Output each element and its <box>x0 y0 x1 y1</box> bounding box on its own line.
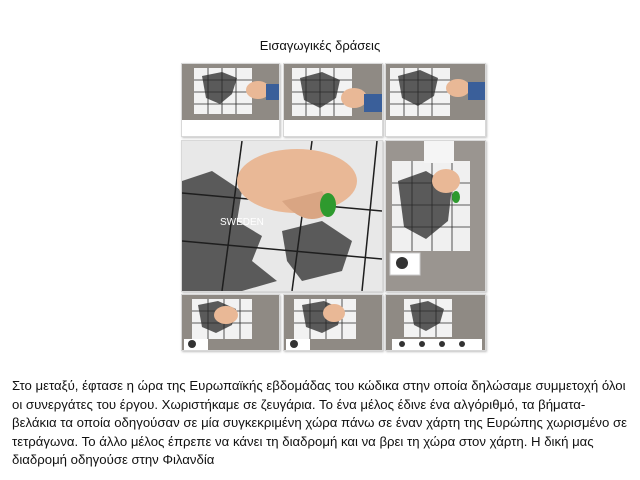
photo-grid-1 <box>181 63 280 137</box>
photo-grid-4 <box>385 140 486 292</box>
photo-grid-6 <box>283 294 383 351</box>
body-paragraph: Στο μεταξύ, έφτασε η ώρα της Ευρωπαϊκής εβδομάδας του κώδικα στην οποία δηλώσαμε συμμετοχή όλοι οι συνεργάτες του έργου. Χωριστήκαμε σε ζευγάρια. Το ένα μέλος έδινε ένα αλγόριθμό, τα βήματα-βελάκια τα οποία οδηγούσαν σε μία συγκεκριμένη χώρα πάνω σε έναν χάρτη της Ευρώπης χωρισμένο σε τετράγωνα. Το άλλο μέλος έπρεπε να κάνει τη διαδρομή και να βρει τη χώρα στον χάρτη. Η δική μας διαδρομή οδηγούσε στην Φιλανδία <box>12 378 628 468</box>
photo-grid-3 <box>385 63 486 137</box>
photo-grid-2 <box>283 63 383 137</box>
photo-grid-5 <box>181 294 280 351</box>
photo-grid-7 <box>385 294 486 351</box>
slide-title: Εισαγωγικές δράσεις <box>259 38 381 53</box>
map-label-sweden: SWEDEN <box>220 217 264 228</box>
photo-map-closeup <box>181 140 383 292</box>
